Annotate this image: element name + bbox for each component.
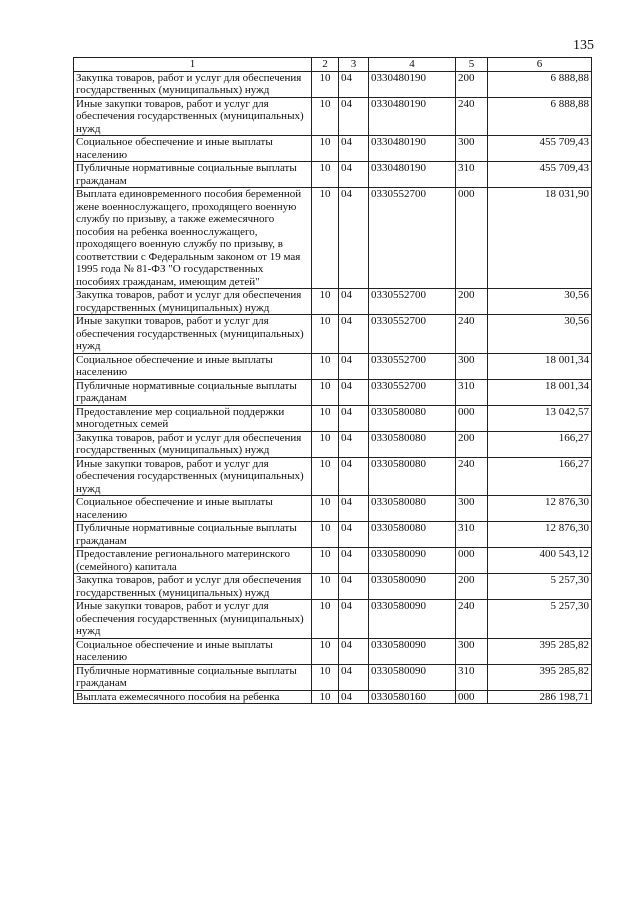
table-row — [74, 457, 592, 496]
row-subsection: 04 — [339, 97, 369, 136]
row-subsection: 04 — [339, 600, 369, 639]
row-expense-type: 240 — [456, 315, 488, 354]
row-expense-type: 310 — [456, 162, 488, 188]
row-name: Иные закупки товаров, работ и услуг для обеспечения государственных (муниципальных) нужд — [74, 600, 312, 639]
row-target-code: 0330580080 — [369, 405, 456, 431]
row-target-code: 0330580080 — [369, 431, 456, 457]
row-section: 10 — [312, 548, 339, 574]
row-name: Социальное обеспечение и иные выплаты населению — [74, 638, 312, 664]
row-target-code: 0330480190 — [369, 162, 456, 188]
row-expense-type: 300 — [456, 496, 488, 522]
column-header-5: 5 — [456, 58, 488, 72]
table-row — [74, 162, 592, 188]
row-target-code: 0330480190 — [369, 136, 456, 162]
row-target-code: 0330580080 — [369, 496, 456, 522]
row-amount: 395 285,82 — [488, 638, 592, 664]
row-target-code: 0330552700 — [369, 379, 456, 405]
row-section: 10 — [312, 379, 339, 405]
table-row — [74, 548, 592, 574]
row-subsection: 04 — [339, 379, 369, 405]
row-amount: 6 888,88 — [488, 71, 592, 97]
row-expense-type: 200 — [456, 574, 488, 600]
row-name: Публичные нормативные социальные выплаты гражданам — [74, 379, 312, 405]
row-expense-type: 200 — [456, 431, 488, 457]
table-row — [74, 405, 592, 431]
row-amount: 30,56 — [488, 289, 592, 315]
table-row — [74, 600, 592, 639]
row-subsection: 04 — [339, 457, 369, 496]
table-row — [74, 136, 592, 162]
row-target-code: 0330552700 — [369, 289, 456, 315]
row-expense-type: 300 — [456, 638, 488, 664]
row-section: 10 — [312, 496, 339, 522]
table-row — [74, 353, 592, 379]
column-header-6: 6 — [488, 58, 592, 72]
row-amount: 13 042,57 — [488, 405, 592, 431]
row-target-code: 0330480190 — [369, 97, 456, 136]
row-target-code: 0330580080 — [369, 522, 456, 548]
row-section: 10 — [312, 457, 339, 496]
row-section: 10 — [312, 431, 339, 457]
row-subsection: 04 — [339, 71, 369, 97]
row-expense-type: 300 — [456, 353, 488, 379]
column-header-4: 4 — [369, 58, 456, 72]
row-target-code: 0330552700 — [369, 188, 456, 289]
row-subsection: 04 — [339, 690, 369, 704]
row-name: Иные закупки товаров, работ и услуг для обеспечения государственных (муниципальных) нужд — [74, 97, 312, 136]
table-row — [74, 71, 592, 97]
row-section: 10 — [312, 188, 339, 289]
row-target-code: 0330580090 — [369, 548, 456, 574]
row-section: 10 — [312, 97, 339, 136]
table-row — [74, 379, 592, 405]
row-subsection: 04 — [339, 162, 369, 188]
table-row — [74, 638, 592, 664]
row-amount: 286 198,71 — [488, 690, 592, 704]
row-subsection: 04 — [339, 496, 369, 522]
page-number: 135 — [573, 38, 594, 53]
row-subsection: 04 — [339, 522, 369, 548]
row-amount: 166,27 — [488, 457, 592, 496]
row-section: 10 — [312, 289, 339, 315]
table-row — [74, 315, 592, 354]
row-amount: 395 285,82 — [488, 664, 592, 690]
row-subsection: 04 — [339, 405, 369, 431]
row-target-code: 0330580090 — [369, 638, 456, 664]
budget-table — [73, 57, 592, 704]
row-amount: 455 709,43 — [488, 162, 592, 188]
row-amount: 166,27 — [488, 431, 592, 457]
row-name: Закупка товаров, работ и услуг для обеспечения государственных (муниципальных) нужд — [74, 431, 312, 457]
row-target-code: 0330580160 — [369, 690, 456, 704]
row-amount: 18 031,90 — [488, 188, 592, 289]
row-name: Социальное обеспечение и иные выплаты населению — [74, 496, 312, 522]
row-name: Выплата ежемесячного пособия на ребенка — [74, 690, 312, 704]
row-subsection: 04 — [339, 664, 369, 690]
row-subsection: 04 — [339, 431, 369, 457]
row-expense-type: 240 — [456, 600, 488, 639]
table-row — [74, 496, 592, 522]
row-expense-type: 200 — [456, 71, 488, 97]
row-amount: 18 001,34 — [488, 353, 592, 379]
row-name: Иные закупки товаров, работ и услуг для обеспечения государственных (муниципальных) нужд — [74, 315, 312, 354]
row-section: 10 — [312, 638, 339, 664]
row-expense-type: 000 — [456, 188, 488, 289]
row-expense-type: 240 — [456, 97, 488, 136]
row-name: Социальное обеспечение и иные выплаты населению — [74, 353, 312, 379]
row-subsection: 04 — [339, 315, 369, 354]
row-amount: 6 888,88 — [488, 97, 592, 136]
row-subsection: 04 — [339, 353, 369, 379]
row-expense-type: 310 — [456, 522, 488, 548]
row-amount: 30,56 — [488, 315, 592, 354]
row-section: 10 — [312, 690, 339, 704]
column-header-3: 3 — [339, 58, 369, 72]
row-section: 10 — [312, 574, 339, 600]
row-target-code: 0330580080 — [369, 457, 456, 496]
table-row — [74, 664, 592, 690]
row-section: 10 — [312, 353, 339, 379]
table-row — [74, 522, 592, 548]
row-target-code: 0330552700 — [369, 315, 456, 354]
row-name: Публичные нормативные социальные выплаты гражданам — [74, 162, 312, 188]
row-section: 10 — [312, 600, 339, 639]
column-header-2: 2 — [312, 58, 339, 72]
row-amount: 5 257,30 — [488, 574, 592, 600]
table-row — [74, 289, 592, 315]
row-subsection: 04 — [339, 638, 369, 664]
row-target-code: 0330580090 — [369, 600, 456, 639]
row-subsection: 04 — [339, 574, 369, 600]
table-header-row — [74, 58, 592, 72]
row-amount: 18 001,34 — [488, 379, 592, 405]
row-expense-type: 200 — [456, 289, 488, 315]
table-row — [74, 431, 592, 457]
row-subsection: 04 — [339, 548, 369, 574]
row-expense-type: 000 — [456, 548, 488, 574]
row-expense-type: 000 — [456, 405, 488, 431]
row-name: Предоставление мер социальной поддержки многодетных семей — [74, 405, 312, 431]
row-amount: 5 257,30 — [488, 600, 592, 639]
row-section: 10 — [312, 162, 339, 188]
row-subsection: 04 — [339, 188, 369, 289]
row-amount: 12 876,30 — [488, 496, 592, 522]
row-subsection: 04 — [339, 136, 369, 162]
row-name: Выплата единовременного пособия беременной жене военнослужащего, проходящего военную службу по призыву, а также ежемесячного пособия на ребенка военнослужащего, проходящего военную службу по призыву, в соответствии с Федеральным законом от 19 мая 1995 года № 81-ФЗ "О государственных пособиях гражданам, имеющим детей" — [74, 188, 312, 289]
table-row — [74, 690, 592, 704]
row-expense-type: 000 — [456, 690, 488, 704]
row-section: 10 — [312, 664, 339, 690]
table-row — [74, 97, 592, 136]
row-name: Публичные нормативные социальные выплаты гражданам — [74, 664, 312, 690]
row-target-code: 0330480190 — [369, 71, 456, 97]
row-target-code: 0330580090 — [369, 664, 456, 690]
row-amount: 455 709,43 — [488, 136, 592, 162]
row-section: 10 — [312, 405, 339, 431]
row-expense-type: 310 — [456, 379, 488, 405]
row-expense-type: 300 — [456, 136, 488, 162]
row-name: Публичные нормативные социальные выплаты гражданам — [74, 522, 312, 548]
table-row — [74, 188, 592, 289]
row-section: 10 — [312, 522, 339, 548]
row-section: 10 — [312, 71, 339, 97]
table-row — [74, 574, 592, 600]
row-section: 10 — [312, 315, 339, 354]
row-name: Иные закупки товаров, работ и услуг для обеспечения государственных (муниципальных) нужд — [74, 457, 312, 496]
row-expense-type: 310 — [456, 664, 488, 690]
row-section: 10 — [312, 136, 339, 162]
row-name: Предоставление регионального материнского (семейного) капитала — [74, 548, 312, 574]
row-expense-type: 240 — [456, 457, 488, 496]
row-target-code: 0330552700 — [369, 353, 456, 379]
row-target-code: 0330580090 — [369, 574, 456, 600]
row-name: Закупка товаров, работ и услуг для обеспечения государственных (муниципальных) нужд — [74, 574, 312, 600]
row-name: Закупка товаров, работ и услуг для обеспечения государственных (муниципальных) нужд — [74, 289, 312, 315]
row-name: Закупка товаров, работ и услуг для обеспечения государственных (муниципальных) нужд — [74, 71, 312, 97]
column-header-1: 1 — [74, 58, 312, 72]
row-subsection: 04 — [339, 289, 369, 315]
row-amount: 12 876,30 — [488, 522, 592, 548]
row-name: Социальное обеспечение и иные выплаты населению — [74, 136, 312, 162]
row-amount: 400 543,12 — [488, 548, 592, 574]
